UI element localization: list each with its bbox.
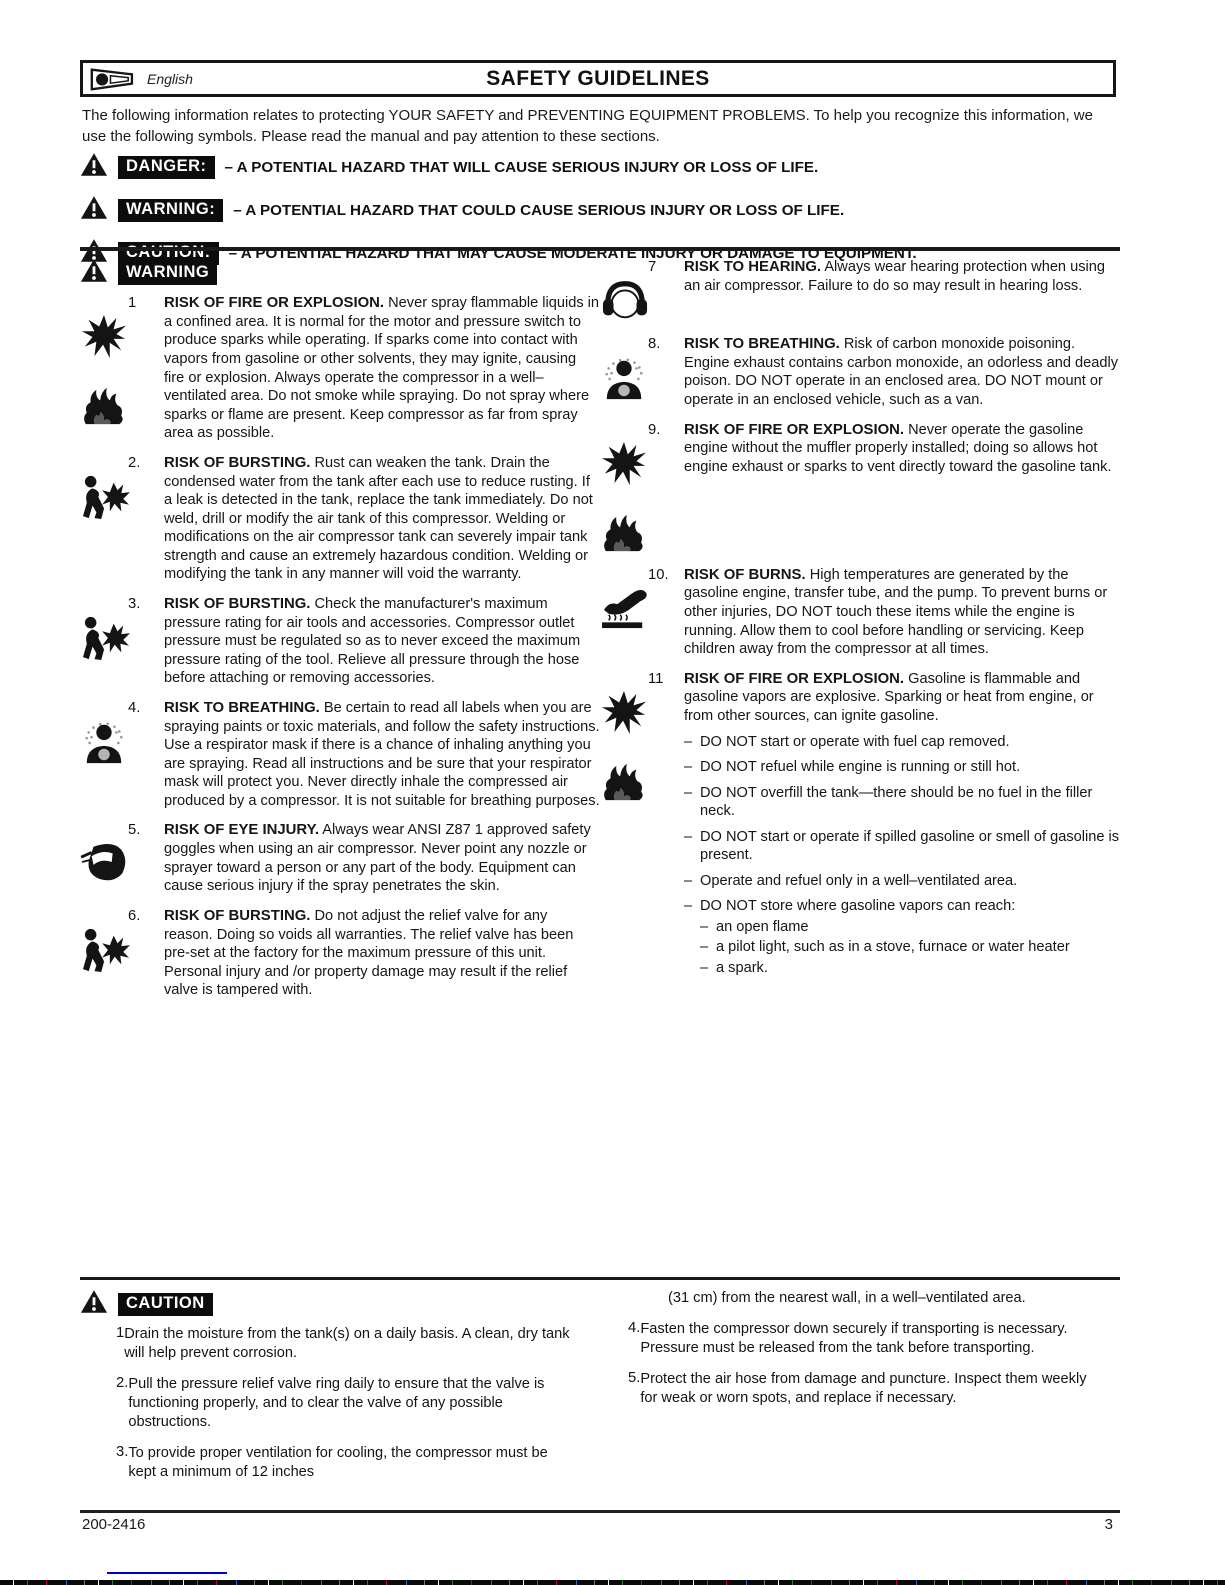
caution-item — [80, 1375, 600, 1432]
explosion-icon — [80, 314, 128, 360]
warning-triangle-icon — [80, 1289, 108, 1319]
dash-marker: – — [684, 898, 693, 915]
signal-text: – A POTENTIAL HAZARD THAT WILL CAUSE SERIOUS INJURY OR LOSS OF LIFE. — [224, 158, 819, 176]
warning-triangle-icon — [80, 258, 108, 288]
item-number: 2. — [116, 1374, 129, 1391]
item-text: Fasten the compressor down securely if transporting is necessary. Pressure must be released from the tank before transporting. — [640, 1320, 1068, 1356]
item-body: High temperatures are generated by the gasoline engine, transfer tube, and the pump. To prevent burns or other injuries, DO NOT touch these items while the engine is running. Allow them to cool before handling or servicing. Keep children away from the compressor at all times. — [684, 566, 1108, 658]
dash-item — [684, 758, 1120, 777]
explosion-icon — [600, 441, 648, 487]
warning-item — [600, 258, 1120, 324]
item-icon-column — [600, 670, 648, 985]
item-text: Protect the air hose from damage and puncture. Inspect them weekly for weak or worn spots, and replace if necessary. — [640, 1370, 1087, 1406]
item-body: Risk of carbon monoxide poisoning. Engine exhaust contains carbon monoxide, an odorless and deadly poison. DO NOT operate in an enclosed area. DO NOT mount or operate in an enclosed vehicle, such as a van. — [684, 336, 1119, 408]
item-number: 7 — [648, 259, 657, 275]
dash-marker: – — [700, 918, 709, 935]
item-text: To provide proper ventilation for cooling, the compressor must be kept a minimum of 12 inches — [128, 1444, 548, 1480]
dash-text: DO NOT start or operate with fuel cap removed. — [700, 733, 1010, 750]
warning-item — [80, 699, 600, 811]
item-lead: RISK OF FIRE OR EXPLOSION. — [684, 670, 905, 687]
dash-text: DO NOT overfill the tank—there should be no fuel in the filler neck. — [700, 784, 1093, 820]
breathing-vapors-icon — [600, 355, 648, 401]
caution-section — [80, 1277, 1120, 1494]
item-lead: RISK OF EYE INJURY. — [164, 822, 320, 839]
warning-item — [80, 907, 600, 1000]
sub-dash-text: a spark. — [716, 959, 768, 976]
item-lead: RISK OF FIRE OR EXPLOSION. — [684, 421, 905, 438]
warning-column-left — [80, 258, 600, 1011]
warning-item — [600, 335, 1120, 410]
warning-item — [600, 566, 1120, 659]
dash-marker: – — [684, 733, 693, 750]
breathing-vapors-icon — [80, 719, 128, 765]
explosion-icon — [600, 690, 648, 736]
item-icon-column — [80, 294, 128, 443]
fire-icon — [600, 513, 646, 555]
warning-section-header — [80, 258, 600, 288]
document-number: 200-2416 — [82, 1516, 146, 1533]
item-number: 2. — [128, 454, 141, 471]
item-body: Never operate the gasoline engine without the muffler properly installed; doing so allows hot engine exhaust or sparks to vent directly toward the gasoline tank. — [684, 421, 1112, 475]
caution-badge: CAUTION — [118, 1293, 213, 1316]
item-text — [164, 699, 600, 811]
item-body: Rust can weaken the tank. Drain the condensed water from the tank after each use to reduce rusting. If a leak is detected in the tank, replace the tank immediately. Do not weld, drill or modify the air tank of this compressor. Welding or modifications on the air compressor tank can severely impair tank strength and cause an extremely hazardous condition. Welding or modifying the tank in any manner will void the warranty. — [164, 454, 593, 583]
warning-section — [80, 258, 1120, 1011]
item-lead: RISK TO BREATHING. — [684, 336, 840, 352]
bursting-tank-icon — [80, 927, 132, 973]
scan-artifact-noise-strip — [0, 1580, 1225, 1585]
sub-dash-item — [700, 959, 1120, 978]
item-number: 3. — [116, 1443, 129, 1460]
item-lead: RISK OF BURSTING. — [164, 454, 311, 471]
item-text: Pull the pressure relief valve ring daily to ensure that the valve is functioning properly, and to clear the valve of any possible obstructions. — [128, 1375, 545, 1430]
item-icon-column — [80, 595, 128, 688]
dash-text: DO NOT store where gasoline vapors can reach: – an open flame – a pilot light, such as in a stove, furnace or water heater – a spark. — [700, 897, 1120, 977]
caution-section-header — [80, 1289, 600, 1319]
item-icon-column — [80, 907, 128, 1000]
warning-badge: WARNING — [118, 262, 217, 285]
item-icon-column — [80, 454, 128, 584]
dash-marker: – — [684, 759, 693, 776]
item-body: Always wear ANSI Z87 1 approved safety goggles when using an air compressor. Never point any nozzle or sprayer toward a person or any part of the body. Equipment can cause serious injury if the spray penetrates the skin. — [164, 822, 591, 895]
warning-item — [600, 421, 1120, 555]
signal-badge: WARNING: — [118, 199, 223, 222]
item-number: 4. — [628, 1319, 641, 1336]
item-text — [684, 258, 1120, 324]
sub-dash-list — [700, 918, 1120, 978]
intro-paragraph: The following information relates to protecting YOUR SAFETY and PREVENTING EQUIPMENT PROBLEMS. To help you recognize this information, we use the following symbols. Please read the manual and pay attention to these sections. — [82, 107, 1093, 145]
dash-list — [684, 733, 1120, 978]
sub-dash-text: a pilot light, such as in a stove, furnace or water heater — [716, 939, 1070, 956]
scan-artifact-blue-line — [107, 1572, 227, 1574]
item-number: 5. — [628, 1369, 641, 1386]
dash-marker: – — [700, 939, 709, 956]
caution-item — [600, 1370, 1120, 1408]
item-text — [684, 335, 1120, 410]
item-number: 9. — [648, 421, 661, 438]
warning-items-left — [80, 294, 600, 1000]
item-icon-column — [80, 821, 128, 896]
caution-item — [80, 1325, 600, 1363]
fire-icon — [80, 386, 126, 428]
item-lead: RISK OF FIRE OR EXPLOSION. — [164, 295, 385, 311]
signal-text: – A POTENTIAL HAZARD THAT COULD CAUSE SERIOUS INJURY OR LOSS OF LIFE. — [233, 201, 845, 219]
dash-item — [684, 828, 1120, 865]
caution-item-continuation: (31 cm) from the nearest wall, in a well–ventilated area. — [668, 1290, 1026, 1306]
item-icon-column — [600, 566, 648, 659]
dash-item — [684, 784, 1120, 821]
item-lead: RISK TO HEARING. — [684, 259, 822, 275]
item-number: 1 — [116, 1325, 125, 1341]
warning-item — [80, 821, 600, 896]
item-number: 1 — [128, 295, 137, 311]
caution-column-left — [80, 1289, 600, 1494]
dash-marker: – — [684, 784, 693, 801]
item-number: 5. — [128, 822, 141, 839]
dash-text: DO NOT refuel while engine is running or still hot. — [700, 759, 1021, 776]
dash-text: DO NOT start or operate if spilled gasoline or smell of gasoline is present. — [700, 828, 1120, 864]
sub-dash-item — [700, 918, 1120, 937]
signal-definition-row — [80, 152, 1120, 182]
language-label: English — [147, 70, 193, 87]
header-box — [80, 60, 1116, 97]
item-lead: RISK OF BURSTING. — [164, 907, 311, 924]
item-text — [164, 595, 600, 688]
item-lead: RISK TO BREATHING. — [164, 699, 320, 716]
signal-badge: CAUTION: — [118, 242, 219, 265]
item-body: Be certain to read all labels when you are spraying paints or toxic materials, and follow the safety instructions. Use a respirator mask if there is a chance of inhaling anything you are spraying. Read all instructions and be sure that your respirator mask will protect you. Never directly inhale the compressed air produced by a compressor. It is not suitable for breathing purposes. — [164, 699, 600, 809]
dash-text: Operate and refuel only in a well–ventilated area. — [700, 872, 1018, 889]
item-text — [684, 421, 1120, 555]
item-text: Drain the moisture from the tank(s) on a daily basis. A clean, dry tank will help prevent corrosion. — [124, 1326, 570, 1361]
caution-item — [600, 1320, 1120, 1358]
sub-dash-item — [700, 938, 1120, 957]
caution-items-left — [80, 1325, 600, 1482]
item-body: Check the manufacturer's maximum pressure rating for air tools and accessories. Compressor outlet pressure must be regulated so as to never exceed the maximum pressure rating of the tool. Relieve all pressure through the hose before attaching or removing accessories. — [164, 595, 581, 687]
fire-icon — [600, 762, 646, 804]
item-number: 6. — [128, 907, 141, 924]
page-number: 3 — [1104, 1516, 1113, 1533]
warning-item — [600, 670, 1120, 985]
bursting-tank-icon — [80, 615, 132, 661]
warning-triangle-icon — [80, 152, 108, 182]
page-title: SAFETY GUIDELINES — [486, 66, 710, 90]
warning-item — [80, 454, 600, 584]
sub-dash-text: an open flame — [716, 918, 809, 935]
dash-item — [684, 872, 1120, 891]
dash-marker: – — [684, 828, 693, 845]
signal-definition-row — [80, 195, 1120, 225]
warning-triangle-icon — [80, 195, 108, 225]
caution-column-right — [600, 1289, 1120, 1494]
item-text — [684, 670, 1120, 985]
hot-surface-icon — [600, 586, 650, 630]
item-number: 10. — [648, 566, 669, 583]
item-text — [684, 566, 1120, 659]
warning-column-right — [600, 258, 1120, 1011]
caution-item — [80, 1444, 600, 1482]
footer-divider — [80, 1510, 1120, 1513]
item-number: 4. — [128, 699, 141, 716]
section-divider — [80, 247, 1120, 251]
item-icon-column — [600, 421, 648, 555]
bursting-tank-icon — [80, 474, 132, 520]
item-icon-column — [600, 335, 648, 410]
item-body: Never spray flammable liquids in a confined area. It is normal for the motor and pressure switch to produce sparks while operating. If sparks come into contact with vapors from gasoline or other solvents, they may ignite, causing fire or explosion. Always operate the compressor in a well–ventilated area. Do not smoke while spraying. Do not spray where sparks or flame are present. Keep compressor as far from spray area as possible. — [164, 295, 600, 442]
item-icon-column — [600, 258, 648, 324]
dash-marker: – — [684, 872, 693, 889]
warning-item — [80, 294, 600, 443]
item-text — [164, 454, 600, 584]
item-body: Always wear hearing protection when using an air compressor. Failure to do so may result in hearing loss. — [684, 259, 1105, 294]
item-text — [164, 821, 600, 896]
item-text — [164, 907, 600, 1000]
item-number: 8. — [648, 336, 661, 352]
item-number: 11 — [648, 670, 664, 687]
dash-item — [684, 897, 1120, 977]
signal-text: – A POTENTIAL HAZARD THAT MAY CAUSE MODERATE INJURY OR DAMAGE TO EQUIPMENT. — [228, 244, 917, 262]
item-body: Do not adjust the relief valve for any reason. Doing so voids all warranties. The relief valve has been pre-set at the factory for the maximum pressure of this unit. Personal injury and /or property damage may result if the relief valve is tampered with. — [164, 907, 574, 999]
dash-marker: – — [700, 959, 709, 976]
dash-item — [684, 733, 1120, 752]
hearing-protection-icon — [600, 278, 650, 324]
goggles-icon — [80, 841, 130, 883]
item-body: Gasoline is flammable and gasoline vapors are explosive. Sparking or heat from engine, or from other sources, can ignite gasoline. — [684, 670, 1094, 725]
signal-badge: DANGER: — [118, 156, 215, 179]
item-number: 3. — [128, 595, 141, 612]
item-lead: RISK OF BURNS. — [684, 566, 806, 583]
item-icon-column — [80, 699, 128, 811]
warning-item — [80, 595, 600, 688]
item-text — [164, 294, 600, 443]
caution-items-right — [600, 1320, 1120, 1408]
item-lead: RISK OF BURSTING. — [164, 595, 311, 612]
